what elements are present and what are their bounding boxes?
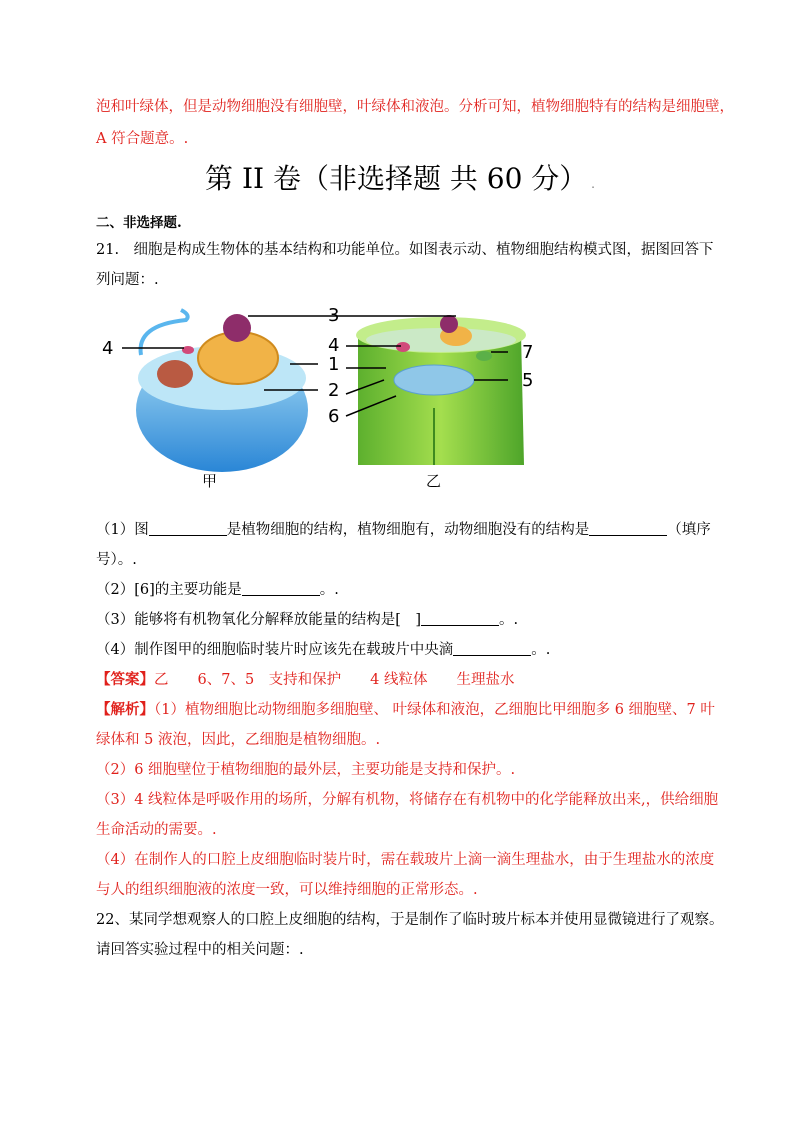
q21-sub2-text-a: （2）[6]的主要功能是 [96, 582, 242, 598]
q21-sub1-text-c: （填序 [667, 522, 711, 538]
label-3: 3 [328, 305, 340, 326]
analysis-tag: 【解析】 [96, 701, 154, 718]
prev-solution-line-2: A 符合题意。. [96, 131, 189, 147]
q21-sub3-blank [421, 611, 499, 626]
plant-cell [356, 315, 526, 465]
q21-analysis-1a [96, 700, 715, 720]
q21-sub1-blank-1 [149, 521, 227, 536]
q22-line-2: 请回答实验过程中的相关问题：. [96, 942, 304, 958]
answer-tag: 【答案】 [96, 671, 154, 688]
label-7: 7 [522, 342, 534, 363]
q21-stem-line-1: 21. 细胞是构成生物体的基本结构和功能单位。如图表示动、植物细胞结构模式图，据图回答下 [96, 242, 714, 258]
q21-sub1 [96, 520, 711, 540]
label-4-plant: 4 [328, 335, 340, 356]
label-1: 1 [328, 354, 340, 375]
section-title: 第 II 卷（非选择题 共 60 分） . [205, 162, 595, 195]
q21-sub1-blank-2 [589, 521, 667, 536]
label-6: 6 [328, 406, 340, 427]
q21-analysis-1b: 绿体和 5 液泡，因此，乙细胞是植物细胞。. [96, 732, 381, 748]
section-heading: 二、非选择题. [96, 215, 182, 231]
q21-sub3-text-b: 。. [499, 612, 519, 628]
q21-analysis-4b: 与人的组织细胞液的浓度一致，可以维持细胞的正常形态。. [96, 882, 478, 898]
nucleus-animal [223, 314, 251, 342]
analysis-1a-text: （1）植物细胞比动物细胞多细胞壁、 叶绿体和液泡，乙细胞比甲细胞多 6 细胞壁、7 叶 [154, 702, 715, 718]
q21-sub1-text-a: （1）图 [96, 522, 149, 538]
q21-sub2-blank [242, 581, 320, 596]
label-5: 5 [522, 370, 534, 391]
q21-analysis-3b: 生命活动的需要。. [96, 822, 217, 838]
q21-sub4-blank [453, 641, 531, 656]
q21-sub2-text-b: 。. [319, 582, 339, 598]
q21-stem-line-2: 列问题：. [96, 272, 159, 288]
cell-structure-figure [96, 300, 566, 500]
caption-plant: 乙 [426, 472, 442, 490]
q21-sub1-cont: 号）。. [96, 552, 137, 568]
q21-sub4-text-a: （4）制作图甲的细胞临时装片时应该先在载玻片中央滴 [96, 642, 454, 658]
caption-animal: 甲 [202, 472, 218, 490]
label-2: 2 [328, 380, 340, 401]
q22-line-1: 22、某同学想观察人的口腔上皮细胞的结构，于是制作了临时玻片标本并使用显微镜进行了观察。 [96, 912, 724, 928]
q21-analysis-3a: （3）4 线粒体是呼吸作用的场所，分解有机物，将储存在有机物中的化学能释放出来,，供给细胞 [96, 792, 719, 808]
label-4-animal: 4 [102, 338, 114, 359]
section-title-text: 第 II 卷（非选择题 共 60 分） [205, 162, 588, 195]
animal-cell [136, 310, 308, 472]
q21-sub3-text-a: （3）能够将有机物氧化分解释放能量的结构是[ ] [96, 612, 422, 628]
q21-sub4-text-b: 。. [531, 642, 551, 658]
q21-analysis-4a: （4）在制作人的口腔上皮细胞临时装片时，需在载玻片上滴一滴生理盐水，由于生理盐水的浓度 [96, 852, 715, 868]
answer-text: 乙 6、7、5 支持和保护 4 线粒体 生理盐水 [154, 672, 515, 688]
q21-sub2 [96, 580, 339, 600]
prev-solution-line-1: 泡和叶绿体，但是动物细胞没有细胞壁，叶绿体和液泡。分析可知，植物细胞特有的结构是细胞壁， [96, 99, 734, 115]
q21-sub4 [96, 640, 550, 660]
q21-sub1-text-b: 是植物细胞的结构，植物细胞有，动物细胞没有的结构是 [226, 522, 590, 538]
q21-answer [96, 670, 515, 690]
q21-analysis-2: （2）6 细胞壁位于植物细胞的最外层，主要功能是支持和保护。. [96, 762, 516, 778]
q21-sub3 [96, 610, 518, 630]
